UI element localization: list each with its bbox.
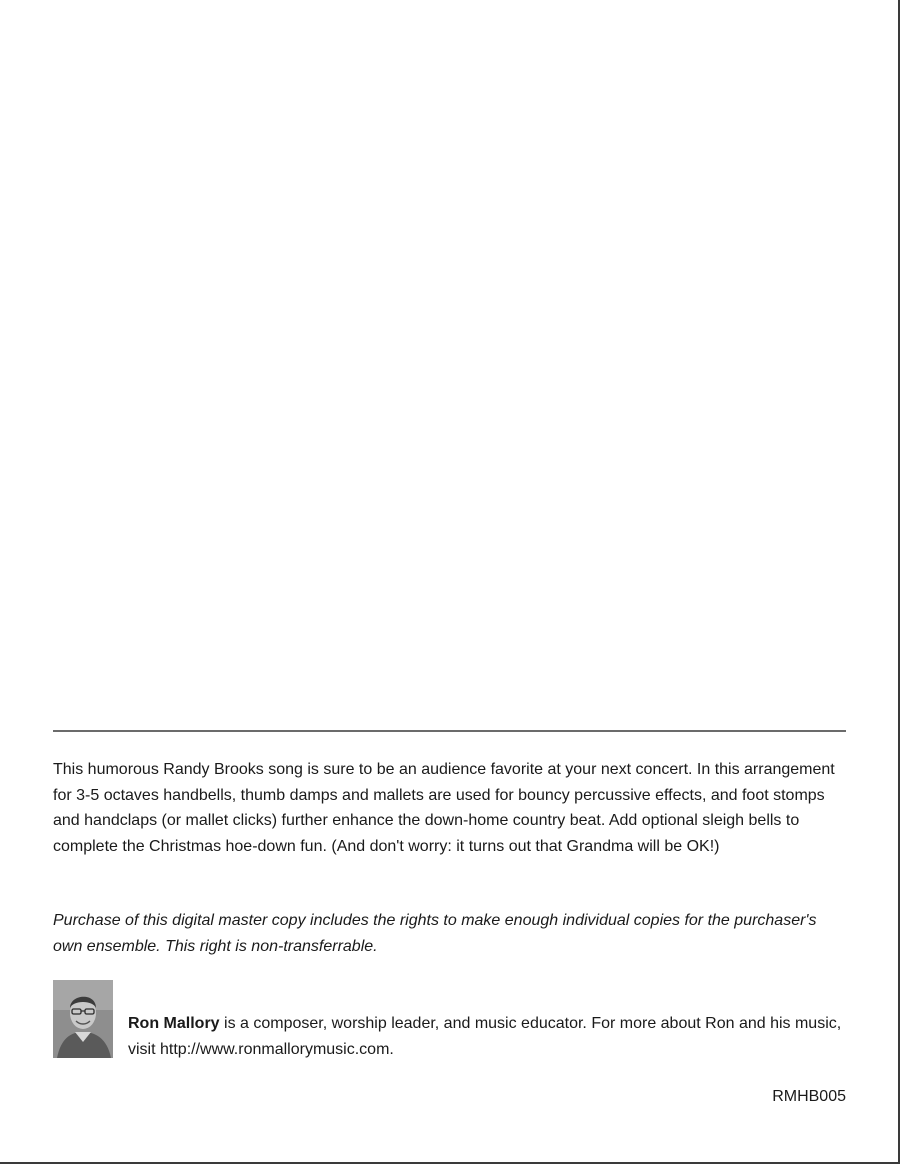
- author-photo: [53, 980, 113, 1058]
- author-portrait-icon: [53, 980, 113, 1058]
- author-bio-text: is a composer, worship leader, and music educator. For more about Ron and his music, visit http://www.ronmallorymusic.com.: [128, 1015, 842, 1058]
- author-name: Ron Mallory: [128, 1015, 220, 1032]
- catalog-number: RMHB005: [772, 1088, 846, 1105]
- author-bio: [128, 1011, 848, 1062]
- rights-notice: Purchase of this digital master copy includes the rights to make enough individual copies for the purchaser's own ensemble. This right is non-transferrable.: [53, 912, 817, 955]
- product-description: This humorous Randy Brooks song is sure to be an audience favorite at your next concert. In this arrangement for 3-5 octaves handbells, thumb damps and mallets are used for bouncy percussive effects, and foot stomps and handclaps (or mallet clicks) further enhance the down-home country beat. Add optional sleigh bells to complete the Christmas hoe-down fun. (And don't worry: it turns out that Grandma will be OK!): [53, 761, 835, 855]
- section-divider: [53, 730, 846, 732]
